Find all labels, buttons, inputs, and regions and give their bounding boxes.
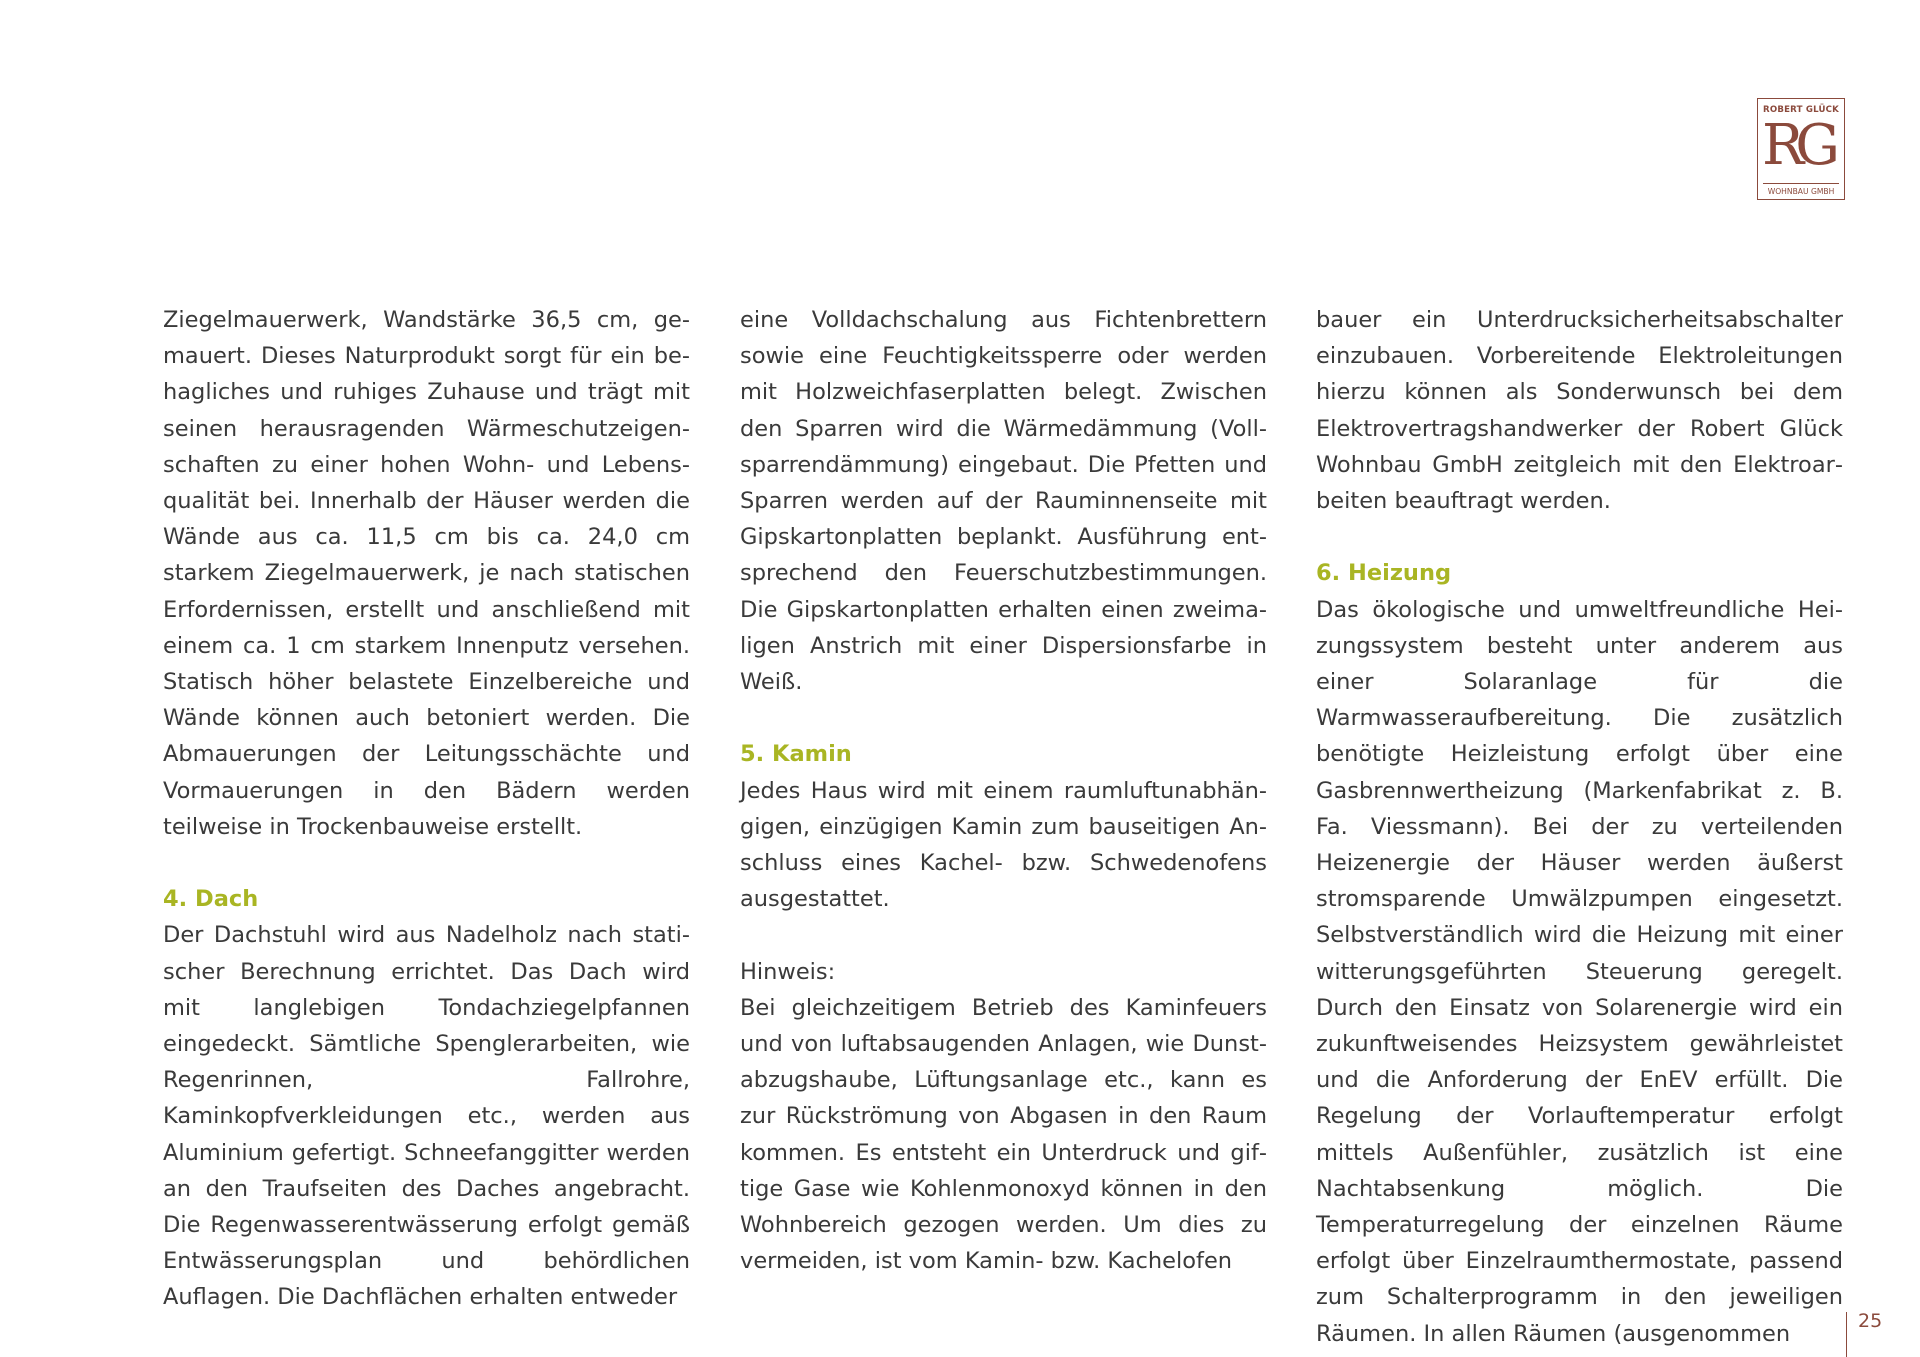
- company-logo: [1757, 98, 1845, 200]
- text-column-2: [740, 302, 1267, 1279]
- section-heading-heizung: 6. Heizung: [1316, 560, 1452, 587]
- paragraph-dach-continued: eine Volldachschalung aus Fichtenbrettern sowie eine Feuchtigkeitssperre oder werden mit Holzweichfaserplatten belegt. Zwischen den Sparren wird die Wärmedämmung (Vollsparrendämmung) eingebaut. Die Pfetten und Sparren werden auf der Rauminnenseite mit Gipskartonplatten beplankt. Ausführung entsprechend den Feuerschutzbestimmungen. Die Gipskartonplatten erhalten einen zweimaligen Anstrich mit einer Dispersionsfarbe in Weiß.: [740, 307, 1267, 696]
- page-number: 25: [1858, 1310, 1883, 1332]
- paragraph-gap: [740, 700, 1267, 736]
- logo-divider: [1763, 183, 1839, 184]
- paragraph-gap: [1316, 519, 1843, 555]
- section-heading-kamin: 5. Kamin: [740, 741, 852, 768]
- logo-bottom-text: WOHNBAU GMBH: [1767, 187, 1835, 196]
- paragraph-mauerwerk: Ziegelmauerwerk, Wandstärke 36,5 cm, gemauert. Dieses Naturprodukt sorgt für ein behagliches und ruhiges Zuhause und trägt mit seinen herausragenden Wärmeschutzeigenschaften zu einer hohen Wohn- und Lebensqualität bei. Innerhalb der Häuser werden die Wände aus ca. 11,5 cm bis ca. 24,0 cm starkem Ziegelmauerwerk, je nach statischen Erfordernissen, erstellt und anschließend mit einem ca. 1 cm starkem Innenputz versehen. Statisch höher belastete Einzelbereiche und Wände können auch betoniert werden. Die Abmauerungen der Leitungsschächte und Vormauerungen in den Bädern werden teilweise in Trockenbauweise erstellt.: [163, 307, 690, 840]
- paragraph-kamin-continued: bauer ein Unterdrucksicherheitsabschalter einzubauen. Vorbereitende Elektroleitungen hierzu können als Sonderwunsch bei dem Elektrovertragshandwerker der Robert Glück Wohnbau GmbH zeitgleich mit den Elektroarbeiten beauftragt werden.: [1316, 307, 1843, 515]
- logo-monogram: RG: [1762, 113, 1831, 178]
- hinweis-label: Hinweis:: [740, 958, 836, 985]
- paragraph-hinweis: Bei gleichzeitigem Betrieb des Kaminfeuers und von luftabsaugenden Anlagen, wie Dunstabzugshaube, Lüftungsanlage etc., kann es zur Rückströmung von Abgasen in den Raum kommen. Es entsteht ein Unterdruck und giftige Gase wie Kohlenmonoxyd können in den Wohnbereich gezogen werden. Um dies zu vermeiden, ist vom Kamin- bzw. Kachelofen: [740, 994, 1267, 1275]
- section-heading-dach: 4. Dach: [163, 886, 259, 913]
- page-number-divider: [1846, 1312, 1847, 1357]
- paragraph-kamin: Jedes Haus wird mit einem raumluftunabhängigen, einzügigen Kamin zum bauseitigen Anschluss eines Kachel- bzw. Schwedenofens ausgestattet.: [740, 777, 1267, 913]
- paragraph-gap: [163, 845, 690, 881]
- text-column-3: [1316, 302, 1843, 1352]
- logo-top-text: ROBERT GLÜCK: [1763, 105, 1839, 115]
- paragraph-heizung: Das ökologische und umweltfreundliche Heizungssystem besteht unter anderem aus einer Solaranlage für die Warmwasseraufbereitung. Die zusätzlich benötigte Heizleistung erfolgt über eine Gasbrennwertheizung (Markenfabrikat z. B. Fa. Viessmann). Bei der zu verteilenden Heizenergie der Häuser werden äußerst stromsparende Umwälzpumpen eingesetzt. Selbstverständlich wird die Heizung mit einer witterungsgeführten Steuerung geregelt. Durch den Einsatz von Solarenergie wird ein zukunftweisendes Heizsystem gewährleistet und die Anforderung der EnEV erfüllt. Die Regelung der Vorlauftemperatur erfolgt mittels Außenfühler, zusätzlich ist eine Nachtabsenkung möglich. Die Temperaturregelung der einzelnen Räume erfolgt über Einzelraumthermostate, passend zum Schalterprogramm in den jeweiligen Räumen. In allen Räumen (ausgenommen: [1316, 596, 1843, 1347]
- paragraph-dach: Der Dachstuhl wird aus Nadelholz nach statischer Berechnung errichtet. Das Dach wird mit langlebigen Tondachziegelpfannen eingedeckt. Sämtliche Spenglerarbeiten, wie Regenrinnen, Fallrohre, Kaminkopfverkleidungen etc., werden aus Aluminium gefertigt. Schneefanggitter werden an den Traufseiten des Daches angebracht. Die Regenwasserentwässerung erfolgt gemäß Entwässerungsplan und behördlichen Auflagen. Die Dachflächen erhalten entweder: [163, 922, 690, 1311]
- text-column-1: [163, 302, 690, 1316]
- paragraph-gap: [740, 917, 1267, 953]
